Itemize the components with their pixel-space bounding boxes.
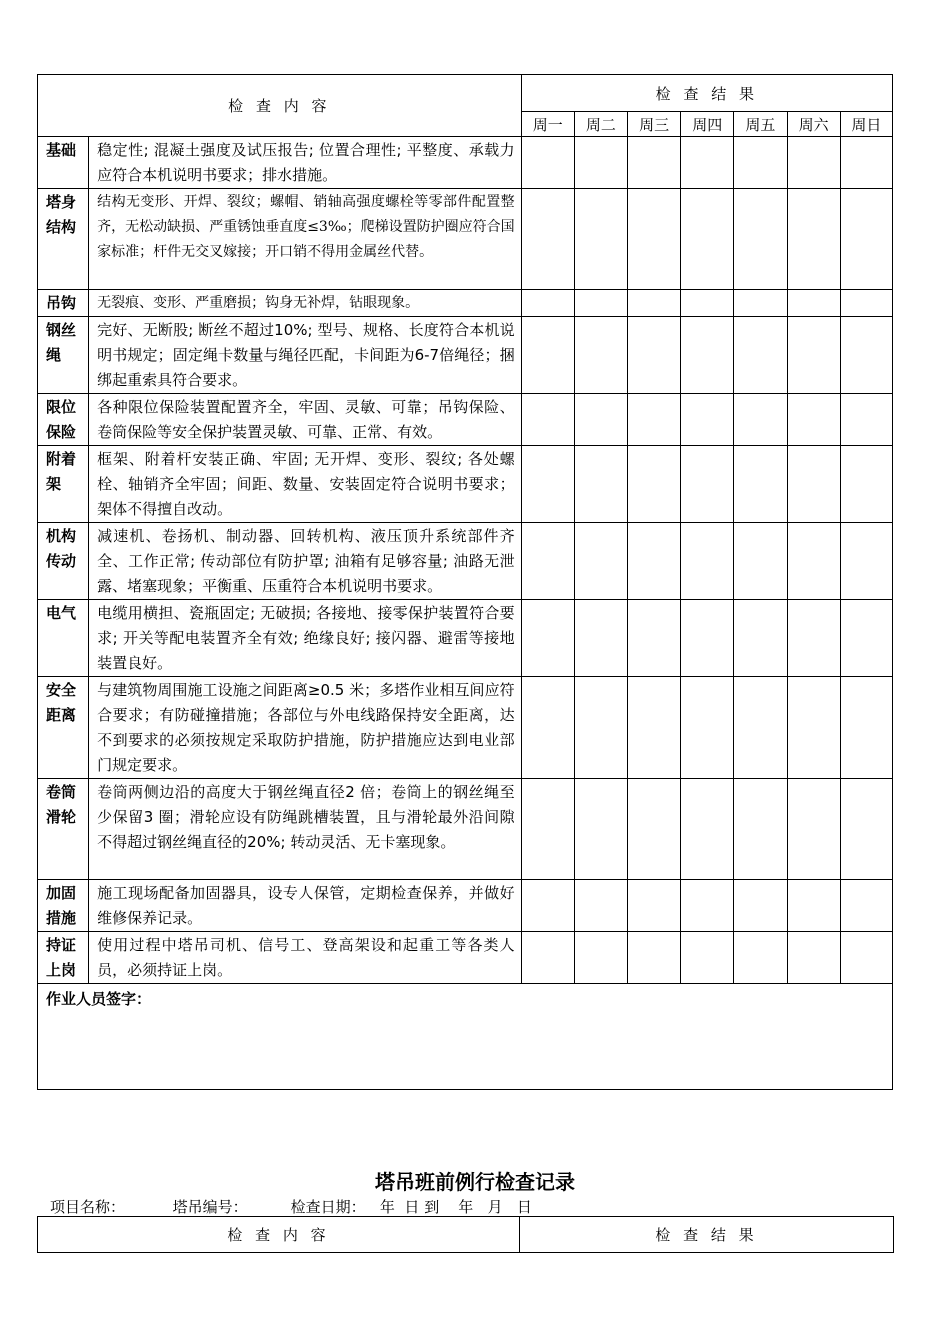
check-cell[interactable] [787, 677, 840, 779]
day-header: 周一 [521, 112, 574, 137]
check-cell[interactable] [521, 932, 574, 984]
check-cell[interactable] [840, 137, 892, 189]
form-info-line: 项目名称： 塔吊编号： 检查日期： 年 日 到 年 月 日 [50, 1198, 532, 1216]
day-header: 周五 [734, 112, 787, 137]
check-cell[interactable] [574, 394, 627, 446]
inspection-table [37, 74, 893, 1090]
check-cell[interactable] [787, 394, 840, 446]
check-cell[interactable] [521, 523, 574, 600]
content-header: 检 查 内 容 [38, 75, 522, 137]
category-cell: 机构传动 [38, 523, 89, 600]
check-cell[interactable] [628, 932, 681, 984]
description-cell: 与建筑物周围施工设施之间距离≥0.5 米；多塔作业相互间应符合要求；有防碰撞措施；各部位与外电线路保持安全距离，达不到要求的必须按规定采取防护措施，防护措施应达到电业部门规定要求。 [89, 677, 521, 779]
check-cell[interactable] [840, 779, 892, 880]
category-cell: 塔身结构 [38, 189, 89, 290]
description-cell: 卷筒两侧边沿的高度大于钢丝绳直径2 倍；卷筒上的钢丝绳至少保留3 圈；滑轮应设有防绳跳槽装置，且与滑轮最外沿间隙不得超过钢丝绳直径的20%; 转动灵活、无卡塞现象。 [89, 779, 521, 880]
check-cell[interactable] [734, 600, 787, 677]
category-cell: 安全距离 [38, 677, 89, 779]
check-cell[interactable] [574, 189, 627, 290]
check-cell[interactable] [681, 394, 734, 446]
description-cell: 各种限位保险装置配置齐全，牢固、灵敏、可靠；吊钩保险、卷筒保险等安全保护装置灵敏、可靠、正常、有效。 [89, 394, 521, 446]
check-cell[interactable] [681, 189, 734, 290]
check-cell[interactable] [574, 290, 627, 317]
day-header: 周三 [628, 112, 681, 137]
check-cell[interactable] [574, 446, 627, 523]
check-cell[interactable] [840, 317, 892, 394]
check-cell[interactable] [681, 880, 734, 932]
check-cell[interactable] [521, 600, 574, 677]
check-cell[interactable] [734, 523, 787, 600]
check-cell[interactable] [734, 677, 787, 779]
check-cell[interactable] [521, 446, 574, 523]
check-cell[interactable] [734, 880, 787, 932]
check-cell[interactable] [734, 189, 787, 290]
check-cell[interactable] [628, 189, 681, 290]
table-row [38, 523, 893, 600]
check-cell[interactable] [628, 779, 681, 880]
check-cell[interactable] [521, 779, 574, 880]
category-cell: 钢丝绳 [38, 317, 89, 394]
table-row [38, 317, 893, 394]
description-cell: 无裂痕、变形、严重磨损；钩身无补焊，钻眼现象。 [89, 290, 521, 317]
description-cell: 稳定性; 混凝土强度及试压报告; 位置合理性; 平整度、承载力应符合本机说明书要求；排水措施。 [89, 137, 521, 189]
table-row [38, 137, 893, 189]
table-row [38, 600, 893, 677]
day-header: 周四 [681, 112, 734, 137]
description-cell: 使用过程中塔吊司机、信号工、登高架设和起重工等各类人员，必须持证上岗。 [89, 932, 521, 984]
check-cell[interactable] [787, 446, 840, 523]
category-cell: 基础 [38, 137, 89, 189]
table-row [38, 677, 893, 779]
check-cell[interactable] [840, 446, 892, 523]
check-cell[interactable] [787, 932, 840, 984]
check-cell[interactable] [574, 880, 627, 932]
check-cell[interactable] [734, 137, 787, 189]
table-row [38, 394, 893, 446]
category-cell: 卷筒滑轮 [38, 779, 89, 880]
check-cell[interactable] [574, 779, 627, 880]
check-cell[interactable] [787, 523, 840, 600]
check-cell[interactable] [681, 932, 734, 984]
category-cell: 限位保险 [38, 394, 89, 446]
category-cell: 吊钩 [38, 290, 89, 317]
check-cell[interactable] [787, 189, 840, 290]
check-cell[interactable] [734, 446, 787, 523]
check-cell[interactable] [734, 317, 787, 394]
signature-label: 作业人员签字： [46, 990, 152, 1008]
check-cell[interactable] [628, 600, 681, 677]
table-row [38, 880, 893, 932]
check-cell[interactable] [787, 317, 840, 394]
check-cell[interactable] [628, 523, 681, 600]
check-cell[interactable] [734, 932, 787, 984]
description-cell: 框架、附着杆安装正确、牢固; 无开焊、变形、裂纹; 各处螺栓、轴销齐全牢固；间距、数量、安装固定符合说明书要求；架体不得擅自改动。 [89, 446, 521, 523]
check-cell[interactable] [521, 317, 574, 394]
check-cell[interactable] [628, 317, 681, 394]
check-cell[interactable] [628, 394, 681, 446]
check-cell[interactable] [628, 446, 681, 523]
check-cell[interactable] [734, 779, 787, 880]
check-cell[interactable] [681, 779, 734, 880]
check-cell[interactable] [840, 880, 892, 932]
day-header: 周二 [574, 112, 627, 137]
check-cell[interactable] [681, 677, 734, 779]
check-cell[interactable] [574, 137, 627, 189]
check-cell[interactable] [521, 189, 574, 290]
check-cell[interactable] [681, 523, 734, 600]
table-row [38, 932, 893, 984]
signature-area[interactable] [38, 984, 893, 1090]
table-row [38, 290, 893, 317]
check-cell[interactable] [521, 880, 574, 932]
check-cell[interactable] [734, 394, 787, 446]
check-cell[interactable] [787, 137, 840, 189]
check-cell[interactable] [628, 880, 681, 932]
check-cell[interactable] [574, 600, 627, 677]
table-row [38, 446, 893, 523]
check-cell[interactable] [628, 290, 681, 317]
check-cell[interactable] [840, 189, 892, 290]
check-cell[interactable] [681, 446, 734, 523]
day-header: 周六 [787, 112, 840, 137]
category-cell: 附着架 [38, 446, 89, 523]
content-header: 检 查 内 容 [38, 1217, 520, 1253]
check-cell[interactable] [681, 317, 734, 394]
form-title: 塔吊班前例行检查记录 [375, 1170, 575, 1194]
description-cell: 结构无变形、开焊、裂纹；螺帽、销轴高强度螺栓等零部件配置整齐，无松动缺损、严重锈蚀垂直度≤3‰；爬梯设置防护圈应符合国家标准；杆件无交叉嫁接；开口销不得用金属丝代替。 [89, 189, 521, 290]
check-cell[interactable] [681, 137, 734, 189]
check-cell[interactable] [787, 600, 840, 677]
check-cell[interactable] [840, 290, 892, 317]
check-cell[interactable] [521, 677, 574, 779]
check-cell[interactable] [574, 932, 627, 984]
check-cell[interactable] [574, 677, 627, 779]
description-cell: 减速机、卷扬机、制动器、回转机构、液压顶升系统部件齐全、工作正常; 传动部位有防护罩; 油箱有足够容量; 油路无泄露、堵塞现象；平衡重、压重符合本机说明书要求。 [89, 523, 521, 600]
check-cell[interactable] [787, 880, 840, 932]
check-cell[interactable] [628, 677, 681, 779]
result-header: 检 查 结 果 [521, 75, 892, 112]
description-cell: 完好、无断股; 断丝不超过10%; 型号、规格、长度符合本机说明书规定；固定绳卡数量与绳径匹配，卡间距为6-7倍绳径；捆绑起重索具符合要求。 [89, 317, 521, 394]
check-cell[interactable] [840, 600, 892, 677]
check-cell[interactable] [574, 317, 627, 394]
check-cell[interactable] [521, 394, 574, 446]
check-cell[interactable] [787, 779, 840, 880]
check-cell[interactable] [840, 523, 892, 600]
description-cell: 施工现场配备加固器具，设专人保管，定期检查保养，并做好维修保养记录。 [89, 880, 521, 932]
category-cell: 加固措施 [38, 880, 89, 932]
check-cell[interactable] [521, 137, 574, 189]
day-header: 周日 [840, 112, 892, 137]
check-cell[interactable] [840, 932, 892, 984]
check-cell[interactable] [840, 677, 892, 779]
check-cell[interactable] [574, 523, 627, 600]
check-cell[interactable] [840, 394, 892, 446]
check-cell[interactable] [628, 137, 681, 189]
check-cell[interactable] [521, 290, 574, 317]
second-form-header-table [37, 1216, 894, 1253]
check-cell[interactable] [734, 290, 787, 317]
check-cell[interactable] [681, 600, 734, 677]
result-header: 检 查 结 果 [520, 1217, 894, 1253]
category-cell: 持证上岗 [38, 932, 89, 984]
table-row [38, 189, 893, 290]
category-cell: 电气 [38, 600, 89, 677]
check-cell[interactable] [681, 290, 734, 317]
inspection-rows [38, 137, 893, 984]
description-cell: 电缆用横担、瓷瓶固定; 无破损; 各接地、接零保护装置符合要求; 开关等配电装置齐全有效; 绝缘良好; 接闪器、避雷等接地装置良好。 [89, 600, 521, 677]
table-row [38, 779, 893, 880]
check-cell[interactable] [787, 290, 840, 317]
